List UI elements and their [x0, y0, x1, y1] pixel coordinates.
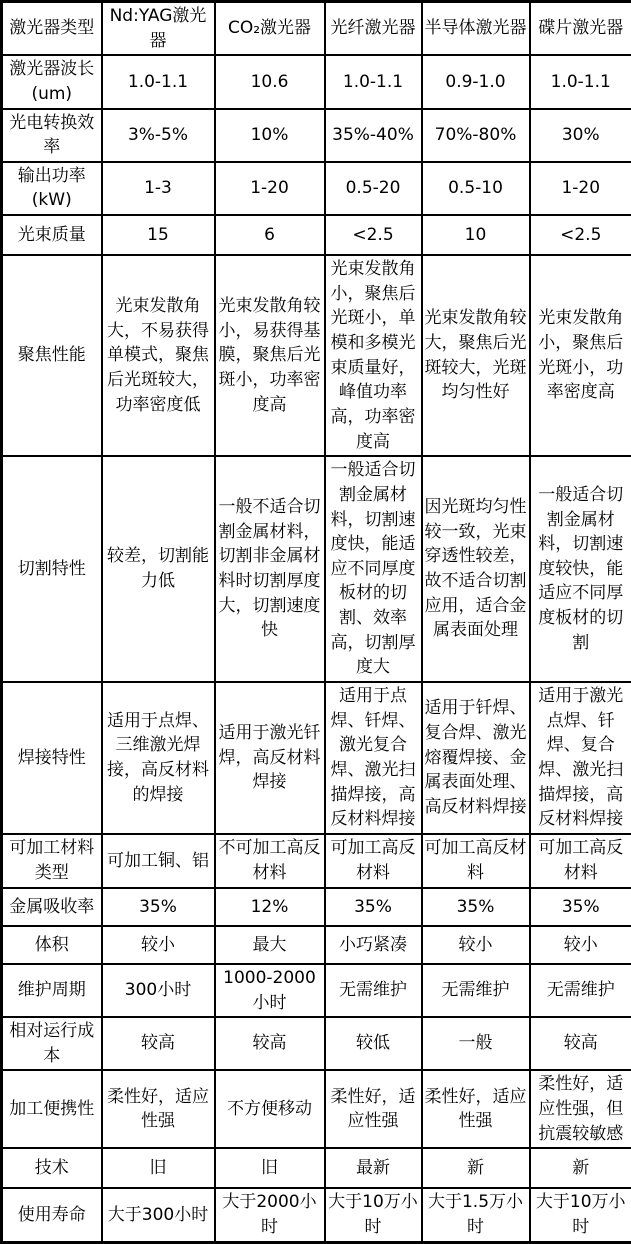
- row-label-cell: 使用寿命: [2, 1188, 102, 1242]
- data-cell: 旧: [102, 1148, 215, 1188]
- data-cell: 0.5-10: [422, 162, 530, 215]
- header-row: [2, 2, 631, 56]
- data-cell: 大于300小时: [102, 1188, 215, 1242]
- table-row: [2, 888, 631, 926]
- table-body: [2, 2, 631, 1243]
- row-label-cell: 焊接特性: [2, 682, 102, 834]
- data-cell: 最大: [215, 926, 325, 964]
- row-label-cell: 切割特性: [2, 456, 102, 682]
- row-label-cell: 加工便携性: [2, 1070, 102, 1148]
- table-row: [2, 162, 631, 215]
- data-cell: 1.0-1.1: [102, 55, 215, 108]
- data-cell: 最新: [325, 1148, 422, 1188]
- row-label-cell: 聚焦性能: [2, 255, 102, 456]
- data-cell: 10%: [215, 109, 325, 162]
- data-cell: 可加工高反材料: [530, 834, 631, 888]
- data-cell: 0.5-20: [325, 162, 422, 215]
- data-cell: 适用于点焊、三维激光焊接，高反材料的焊接: [102, 682, 215, 834]
- data-cell: 较高: [530, 1017, 631, 1070]
- data-cell: 因光斑均匀性较一致，光束穿透性较差，故不适合切割应用，适合金属表面处理: [422, 456, 530, 682]
- table-row: [2, 1017, 631, 1070]
- data-cell: 10.6: [215, 55, 325, 108]
- data-cell: 1.0-1.1: [530, 55, 631, 108]
- data-cell: 1-20: [530, 162, 631, 215]
- table-row: [2, 1148, 631, 1188]
- data-cell: 可加工铜、铝: [102, 834, 215, 888]
- data-cell: 15: [102, 215, 215, 255]
- table-row: [2, 55, 631, 108]
- data-cell: 无需维护: [530, 964, 631, 1017]
- data-cell: 较高: [102, 1017, 215, 1070]
- data-cell: 1-3: [102, 162, 215, 215]
- data-cell: 30%: [530, 109, 631, 162]
- row-label-cell: 技术: [2, 1148, 102, 1188]
- table-row: [2, 109, 631, 162]
- data-cell: 新: [530, 1148, 631, 1188]
- data-cell: 适用于激光点焊、钎焊、复合焊、激光扫描焊接，高反材料焊接: [530, 682, 631, 834]
- data-cell: 一般: [422, 1017, 530, 1070]
- data-cell: 35%: [102, 888, 215, 926]
- data-cell: 柔性好，适应性强，但抗震较敏感: [530, 1070, 631, 1148]
- row-label-cell: 激光器波长(um): [2, 55, 102, 108]
- data-cell: 小巧紧凑: [325, 926, 422, 964]
- data-cell: 大于10万小时: [325, 1188, 422, 1242]
- row-label-cell: 光束质量: [2, 215, 102, 255]
- data-cell: 无需维护: [422, 964, 530, 1017]
- column-header-cell: 光纤激光器: [325, 2, 422, 56]
- table-row: [2, 834, 631, 888]
- data-cell: 适用于钎焊、复合焊、激光熔覆焊接、金属表面处理、高反材料焊接: [422, 682, 530, 834]
- data-cell: 大于10万小时: [530, 1188, 631, 1242]
- data-cell: 柔性好，适应性强: [422, 1070, 530, 1148]
- table-row: [2, 255, 631, 456]
- data-cell: 柔性好，适应性强: [102, 1070, 215, 1148]
- data-cell: 光束发散角小，聚焦后光斑小，单模和多模光束质量好，峰值功率高，功率密度高: [325, 255, 422, 456]
- data-cell: 较小: [530, 926, 631, 964]
- row-label-cell: 可加工材料类型: [2, 834, 102, 888]
- data-cell: 光束发散角较大，聚焦后光斑较大，光斑均匀性好: [422, 255, 530, 456]
- data-cell: 不方便移动: [215, 1070, 325, 1148]
- table-row: [2, 215, 631, 255]
- data-cell: 光束发散角大，不易获得单模式，聚焦后光斑较大，功率密度低: [102, 255, 215, 456]
- data-cell: 70%-80%: [422, 109, 530, 162]
- data-cell: 较高: [215, 1017, 325, 1070]
- data-cell: 新: [422, 1148, 530, 1188]
- corner-header-cell: 激光器类型: [2, 2, 102, 56]
- data-cell: 35%: [530, 888, 631, 926]
- data-cell: 3%-5%: [102, 109, 215, 162]
- data-cell: <2.5: [325, 215, 422, 255]
- data-cell: 一般不适合切割金属材料，切割非金属材料时切割厚度大，切割速度快: [215, 456, 325, 682]
- table-row: [2, 926, 631, 964]
- row-label-cell: 维护周期: [2, 964, 102, 1017]
- table-row: [2, 682, 631, 834]
- data-cell: 光束发散角小，聚焦后光斑小，功率密度高: [530, 255, 631, 456]
- data-cell: 不可加工高反材料: [215, 834, 325, 888]
- data-cell: 无需维护: [325, 964, 422, 1017]
- table-row: [2, 1070, 631, 1148]
- data-cell: 1.0-1.1: [325, 55, 422, 108]
- column-header-cell: Nd:YAG激光器: [102, 2, 215, 56]
- table-row: [2, 456, 631, 682]
- data-cell: 1-20: [215, 162, 325, 215]
- data-cell: 适用于点焊、钎焊、激光复合焊、激光扫描焊接，高反材料焊接: [325, 682, 422, 834]
- table-row: [2, 1188, 631, 1242]
- data-cell: 35%: [422, 888, 530, 926]
- data-cell: 35%-40%: [325, 109, 422, 162]
- data-cell: 12%: [215, 888, 325, 926]
- data-cell: 300小时: [102, 964, 215, 1017]
- data-cell: <2.5: [530, 215, 631, 255]
- data-cell: 光束发散角较小，易获得基膜，聚焦后光斑小，功率密度高: [215, 255, 325, 456]
- data-cell: 适用于激光钎焊，高反材料焊接: [215, 682, 325, 834]
- row-label-cell: 输出功率(kW): [2, 162, 102, 215]
- row-label-cell: 相对运行成本: [2, 1017, 102, 1070]
- data-cell: 柔性好，适应性强: [325, 1070, 422, 1148]
- data-cell: 大于2000小时: [215, 1188, 325, 1242]
- data-cell: 较小: [102, 926, 215, 964]
- data-cell: 较差，切割能力低: [102, 456, 215, 682]
- data-cell: 一般适合切割金属材料，切割速度快，能适应不同厚度板材的切割、效率高，切割厚度大: [325, 456, 422, 682]
- data-cell: 10: [422, 215, 530, 255]
- data-cell: 可加工高反材料: [422, 834, 530, 888]
- row-label-cell: 光电转换效率: [2, 109, 102, 162]
- data-cell: 旧: [215, 1148, 325, 1188]
- data-cell: 0.9-1.0: [422, 55, 530, 108]
- data-cell: 一般适合切割金属材料，切割速度较快，能适应不同厚度板材的切割: [530, 456, 631, 682]
- data-cell: 大于1.5万小时: [422, 1188, 530, 1242]
- column-header-cell: CO₂激光器: [215, 2, 325, 56]
- data-cell: 较低: [325, 1017, 422, 1070]
- column-header-cell: 碟片激光器: [530, 2, 631, 56]
- table-row: [2, 964, 631, 1017]
- row-label-cell: 体积: [2, 926, 102, 964]
- column-header-cell: 半导体激光器: [422, 2, 530, 56]
- row-label-cell: 金属吸收率: [2, 888, 102, 926]
- data-cell: 6: [215, 215, 325, 255]
- data-cell: 1000-2000小时: [215, 964, 325, 1017]
- data-cell: 可加工高反材料: [325, 834, 422, 888]
- data-cell: 35%: [325, 888, 422, 926]
- data-cell: 较小: [422, 926, 530, 964]
